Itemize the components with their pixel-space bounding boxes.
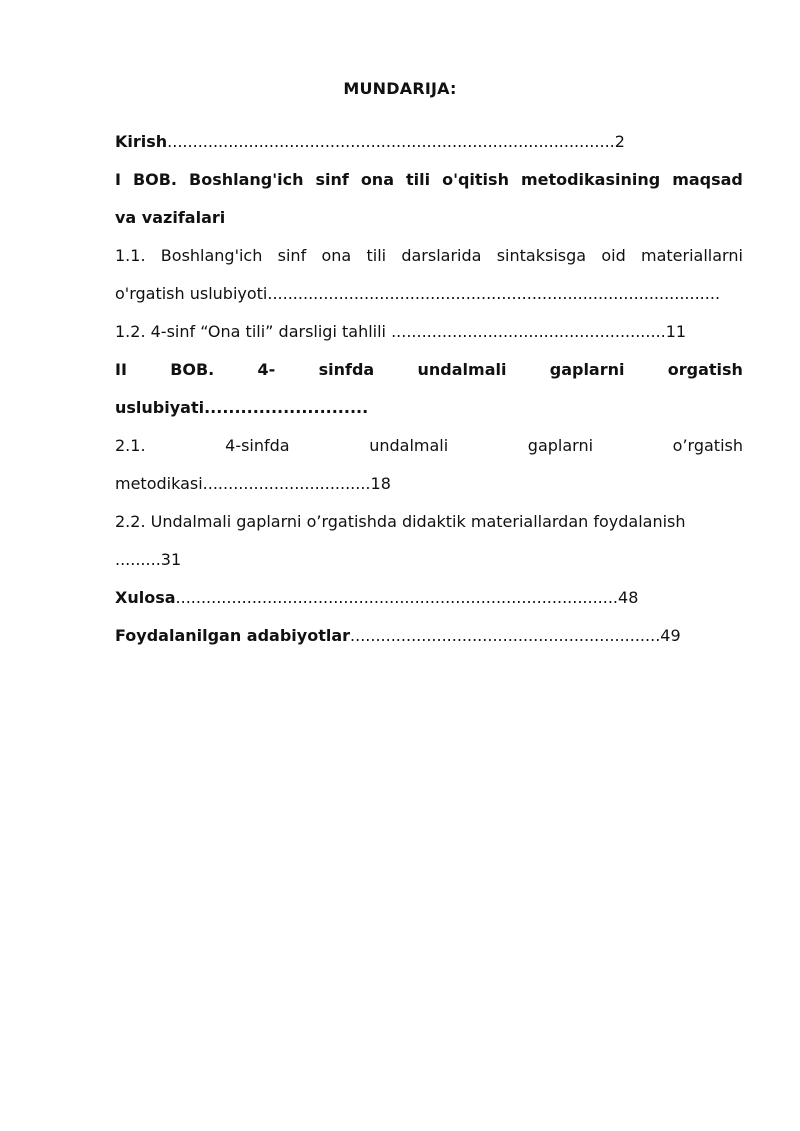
toc-entry-2-2-line1: 2.2. Undalmali gaplarni o’rgatishda didaktik materiallardan foydalanish: [115, 512, 686, 531]
toc-label: Foydalanilgan adabiyotlar: [115, 626, 351, 645]
toc-leader: ......................................................: [391, 322, 666, 341]
toc-leader: .......................................................................................: [175, 588, 619, 607]
toc-leader: .........................................................................................: [267, 284, 721, 303]
toc-word: Boshlang'ich: [189, 170, 304, 189]
toc-entry-2-1-line2: [115, 465, 743, 503]
toc-leader: .............................................................: [350, 626, 661, 645]
toc-word: metodikasining: [520, 170, 661, 189]
toc-word: sinf: [277, 246, 307, 265]
toc-entry-1-1-line2: [115, 275, 743, 313]
toc-word: Boshlang'ich: [160, 246, 263, 265]
toc-word: 1.1.: [115, 246, 146, 265]
toc-word: gaplarni: [527, 436, 594, 455]
toc-word: o’rgatish: [672, 436, 743, 455]
toc-word: tili: [366, 246, 387, 265]
toc-leader: ........................................................................................: [167, 132, 615, 151]
toc-word: 4-sinfda: [225, 436, 290, 455]
toc-label: metodikasi: [115, 474, 203, 493]
toc-word: ona: [321, 246, 352, 265]
toc-word: sintaksisga: [496, 246, 587, 265]
toc-word: 4-: [257, 360, 276, 379]
toc-page-number: 2: [614, 132, 625, 151]
toc-word: I: [115, 170, 121, 189]
toc-entry-2-2-line2: .........31: [115, 550, 182, 569]
toc-word: 2.1.: [115, 436, 146, 455]
toc-entry-kirish: [115, 123, 743, 161]
toc-entry-bob2-line2: uslubiyati...........................: [115, 398, 369, 417]
toc-entry-bob1-line1: [115, 161, 743, 199]
page-title: MUNDARIJA:: [343, 79, 457, 98]
toc-page-number: 18: [370, 474, 391, 493]
toc-entry-1-2: [115, 313, 743, 351]
toc-entry-adabiyotlar: [115, 617, 743, 655]
toc-word: undalmali: [369, 436, 449, 455]
toc-word: oid: [601, 246, 626, 265]
toc-word: BOB.: [132, 170, 178, 189]
toc-word: BOB.: [170, 360, 215, 379]
toc-word: II: [115, 360, 127, 379]
toc-word: materiallarni: [640, 246, 743, 265]
toc-label: Kirish: [115, 132, 168, 151]
toc-word: sinf: [315, 170, 349, 189]
toc-entry-xulosa: [115, 579, 743, 617]
toc-word: ona: [360, 170, 394, 189]
toc-word: tili: [405, 170, 431, 189]
toc-label: 1.2. 4-sinf “Ona tili” darsligi tahlili: [115, 322, 392, 341]
toc-word: maqsad: [672, 170, 743, 189]
toc-word: undalmali: [417, 360, 507, 379]
toc-word: darslarida: [401, 246, 482, 265]
toc-word: gaplarni: [549, 360, 625, 379]
toc-word: sinfda: [318, 360, 375, 379]
toc-leader: .................................: [202, 474, 371, 493]
toc-page-number: 49: [660, 626, 681, 645]
toc-entry-bob2-line1: [115, 351, 743, 389]
toc-page-number: 48: [618, 588, 639, 607]
toc-label: o'rgatish uslubiyoti: [115, 284, 268, 303]
toc-word: orgatish: [667, 360, 743, 379]
toc-entry-2-1-line1: [115, 427, 743, 465]
toc-word: o'qitish: [442, 170, 509, 189]
toc-entry-bob1-line2: va vazifalari: [115, 208, 226, 227]
table-of-contents: [115, 123, 743, 655]
toc-page-number: 11: [665, 322, 687, 341]
toc-label: Xulosa: [115, 588, 176, 607]
toc-entry-1-1-line1: [115, 237, 743, 275]
